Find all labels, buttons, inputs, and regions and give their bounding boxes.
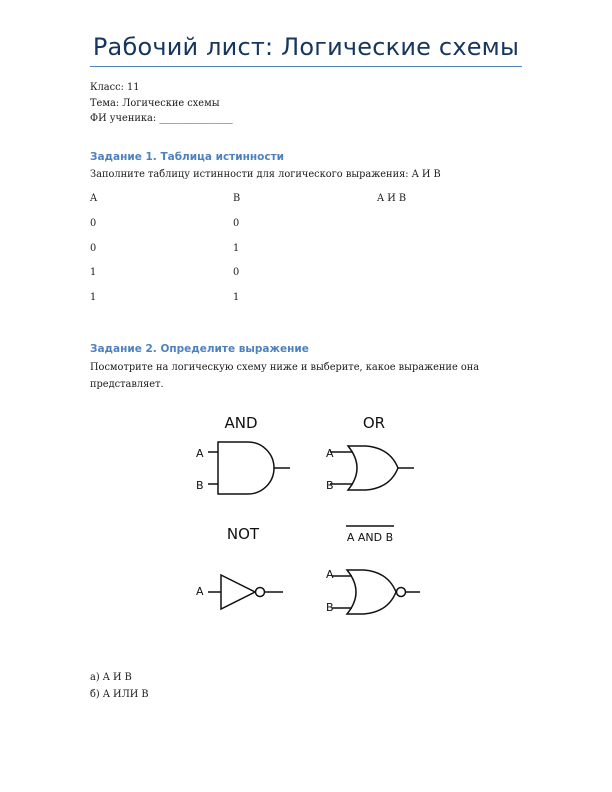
table-header-a: A (90, 193, 98, 204)
and-input-a-label: A (196, 447, 204, 460)
table-cell: 1 (90, 292, 97, 303)
table-header-result: A И B (377, 193, 407, 204)
answer-option-a: а) A И B (90, 672, 132, 683)
class-line: Класс: 11 (90, 82, 140, 93)
or-gate-label: OR (362, 414, 386, 432)
not-gate-symbol (208, 575, 283, 609)
page-title: Рабочий лист: Логические схемы (92, 33, 520, 61)
nand-input-a-label: A (326, 568, 334, 581)
table-cell: 1 (233, 292, 240, 303)
task1-heading: Задание 1. Таблица истинности (90, 151, 285, 163)
task2-instruction: Посмотрите на логическую схему ниже и выберите, какое выражение она представляет. (90, 362, 480, 390)
student-name-line: ФИ ученика: _______________ (90, 113, 233, 124)
table-cell: 1 (90, 267, 97, 278)
task2-heading: Задание 2. Определите выражение (90, 343, 309, 355)
nand-input-b-label: B (326, 601, 334, 614)
nand-gate-label: A AND B (346, 531, 394, 544)
table-cell: 0 (90, 243, 97, 254)
or-gate-symbol (330, 446, 414, 490)
title-divider (90, 66, 522, 67)
or-input-b-label: B (326, 479, 334, 492)
table-cell: 0 (233, 218, 240, 229)
table-cell: 0 (233, 267, 240, 278)
not-input-a-label: A (196, 585, 204, 598)
table-cell: 1 (233, 243, 240, 254)
table-header-b: B (233, 193, 241, 204)
and-input-b-label: B (196, 479, 204, 492)
or-input-a-label: A (326, 447, 334, 460)
not-gate-label: NOT (226, 525, 260, 543)
task1-instruction: Заполните таблицу истинности для логического выражения: A И B (90, 169, 441, 180)
and-gate-symbol (208, 442, 290, 494)
answer-options (90, 669, 149, 703)
table-cell: 0 (90, 218, 97, 229)
nand-gate-symbol (332, 570, 420, 614)
student-info (90, 80, 233, 127)
and-gate-label: AND (224, 414, 258, 432)
answer-option-b: б) A ИЛИ B (90, 689, 149, 700)
topic-line: Тема: Логические схемы (90, 97, 220, 109)
logic-gates-figure (180, 400, 430, 665)
